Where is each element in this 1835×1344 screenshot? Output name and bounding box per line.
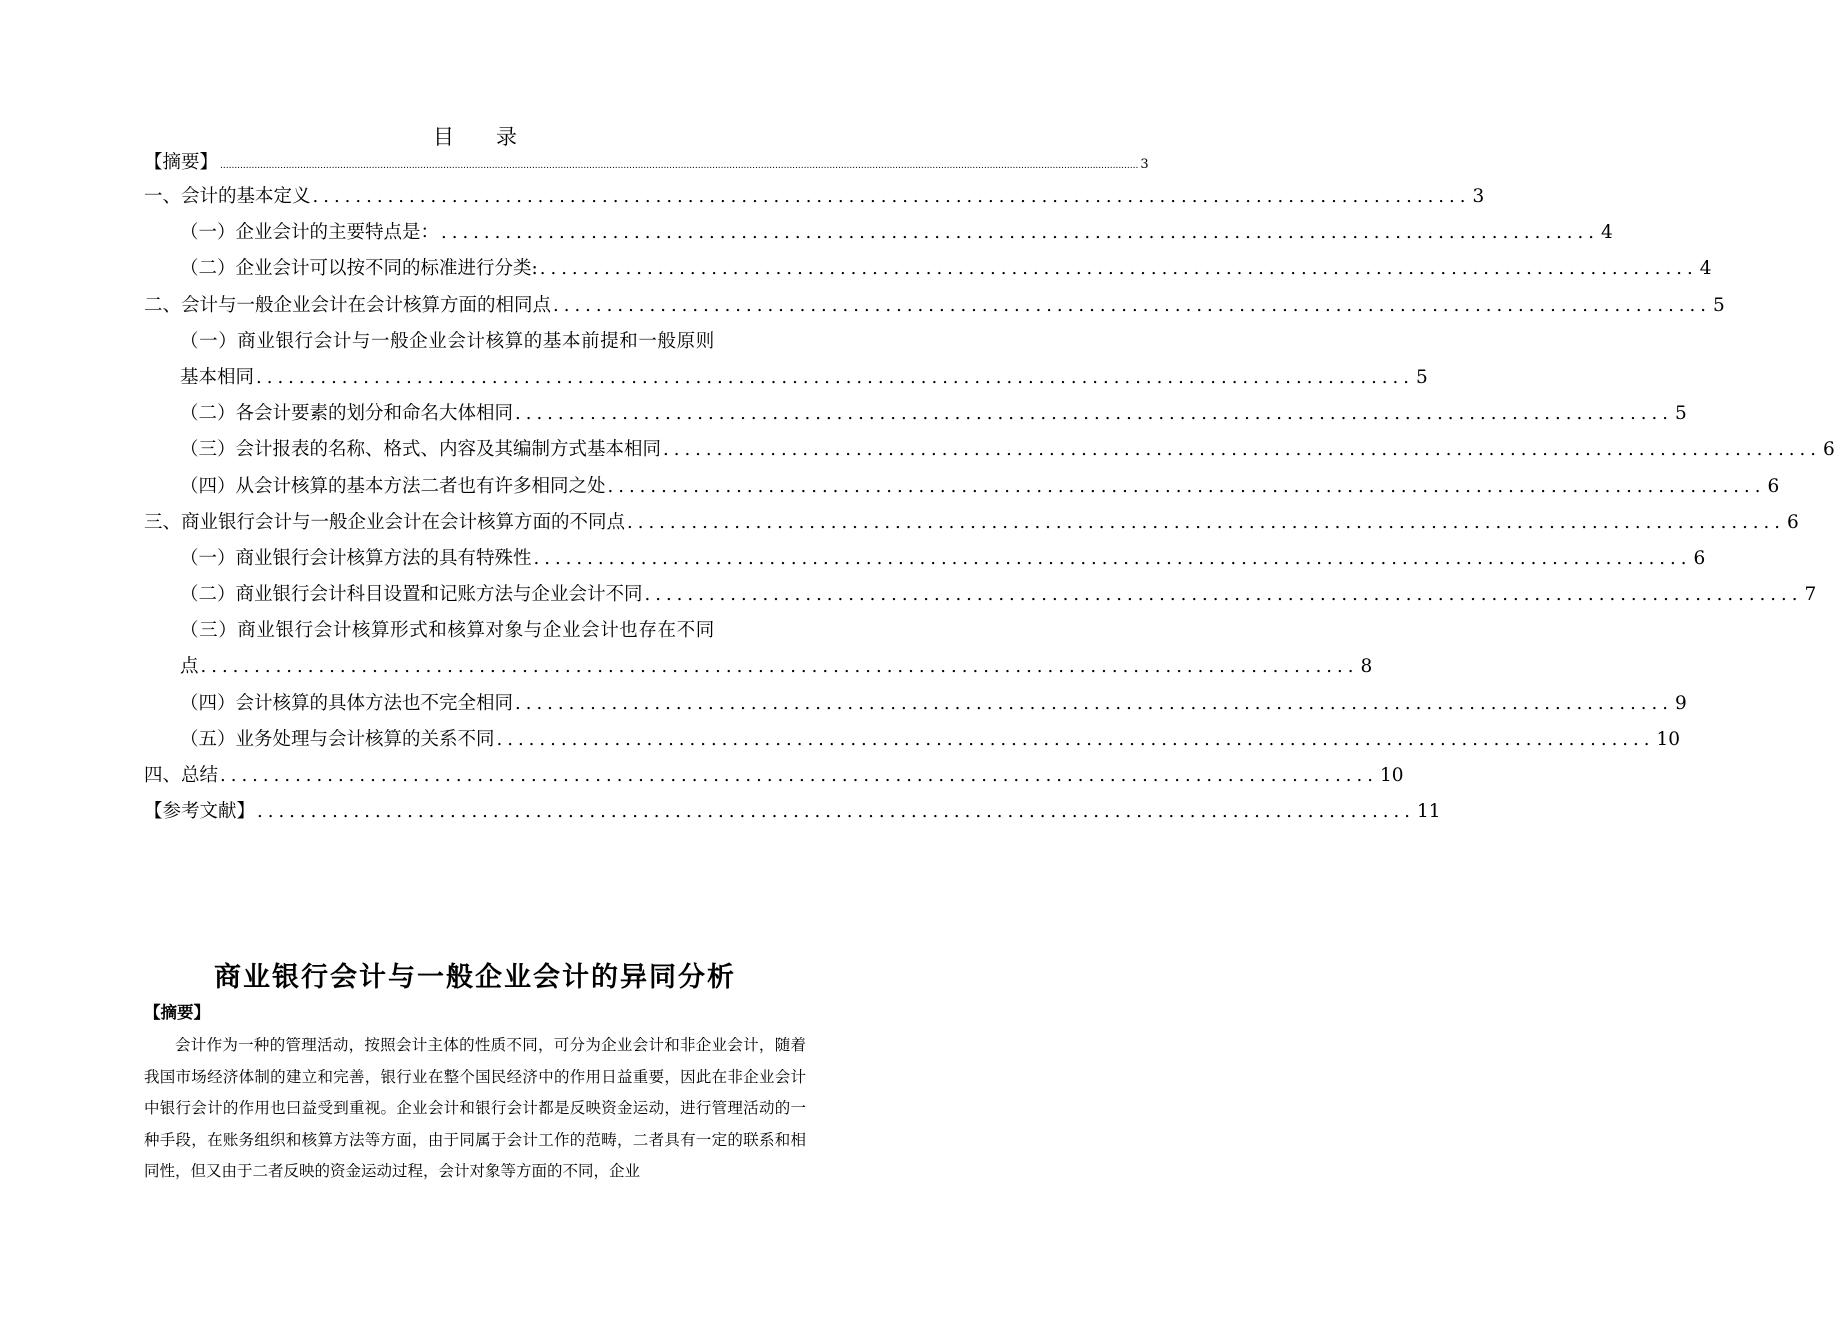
toc-entry-label: 【摘要】 [144,152,219,173]
toc-entry-label: 【参考文献】 [144,801,256,823]
toc-entry-section-2-1-continued[interactable] [144,360,1428,396]
toc-entry-section-3-1[interactable] [144,541,1706,577]
toc-entry-label: （二）各会计要素的划分和命名大体相同 [180,403,514,425]
document-title: 商业银行会计与一般企业会计的异同分析 [214,962,736,993]
toc-entry-section-3-5[interactable] [144,722,1681,758]
toc-entry-page: 3 [1140,157,1149,172]
toc-entry-label: （一）企业会计的主要特点是： [180,222,440,244]
toc-entry-page: 6 [1786,511,1799,533]
toc-entry-section-2-2[interactable] [144,396,1687,432]
toc-leader-dots: ............................................................................................................ [515,403,1673,425]
toc-leader-dots: ............................................................................................................ [533,547,1692,569]
toc-leader-dots: ............................................................................................................ [607,475,1766,497]
toc-entry-section-3-3-continued[interactable] [144,649,1373,685]
toc-entry-section-1-1[interactable] [144,215,1613,251]
toc-entry-section-3-2[interactable] [144,577,1817,613]
toc-entry-page: 6 [1693,547,1706,569]
toc-entry-page: 7 [1804,584,1817,606]
toc-entry-label: （三）商业银行会计核算形式和核算对象与企业会计也存在不同 [180,620,715,642]
toc-leader-dots: ............................................................................................................ [627,511,1785,533]
toc-leader-dots: ............................................................................................................ [553,294,1711,316]
toc-entry-page: 6 [1822,439,1835,461]
toc-entry-label: 三、商业银行会计与一般企业会计在会计核算方面的不同点 [144,511,626,533]
toc-entry-section-2-3[interactable] [144,432,1835,468]
toc-entry-label: （五）业务处理与会计核算的关系不同 [180,728,495,750]
toc-entry-page: 11 [1416,801,1441,823]
toc-entry-page: 3 [1472,186,1485,207]
toc-leader-dots: ............................................................................................................ [257,801,1415,823]
table-of-contents [144,146,1835,830]
toc-entry-label: 点 [180,656,199,678]
toc-entry-page: 8 [1360,656,1373,678]
toc-leader-dots: ............................................................................................................ [496,728,1655,750]
toc-leader-dots: ............................................................................................................ [312,186,1471,207]
toc-title-char-1: 目 [433,125,454,149]
toc-entry-section-3-3[interactable] [144,613,806,649]
toc-entry-page: 10 [1656,728,1681,750]
toc-entry-label: （二）商业银行会计科目设置和记账方法与企业会计不同 [180,584,643,606]
toc-entry-label: （四）从会计核算的基本方法二者也有许多相同之处 [180,475,606,497]
toc-entry-section-2-4[interactable] [144,469,1780,505]
toc-entry-page: 4 [1699,258,1712,280]
toc-leader-dots: ............................................................................................................ [200,656,1359,678]
toc-entry-page: 4 [1600,222,1613,244]
toc-entry-label: （二）企业会计可以按不同的标准进行分类: [180,258,538,280]
toc-entry-page: 10 [1379,765,1404,786]
toc-entry-label: （四）会计核算的具体方法也不完全相同 [180,692,514,714]
toc-leader-dots: ............................................................................................................ [256,366,1414,388]
abstract-paragraph: 会计作为一种的管理活动，按照会计主体的性质不同，可分为企业会计和非企业会计，随着我国市场经济体制的建立和完善，银行业在整个国民经济中的作用日益重要，因此在非企业会计中银行会计的作用也曰益受到重视。企业会计和银行会计都是反映资金运动，进行管理活动的一种手段，在账务组织和核算方法等方面，由于同属于会计工作的范畴，二者具有一定的联系和相同性，但又由于二者反映的资金运动过程，会计对象等方面的不同，企业 [144,1036,806,1180]
toc-entry-section-4[interactable] [144,758,1404,794]
toc-entry-label: 基本相同 [180,366,255,388]
toc-entry-page: 5 [1415,366,1428,388]
toc-leader-dots: ............................................................................................................ [220,765,1378,786]
toc-leader-dots: ............................................................................................................ [539,258,1698,280]
abstract-label: 【摘要】 [144,1003,210,1022]
toc-entry-label: （三）会计报表的名称、格式、内容及其编制方式基本相同 [180,439,662,461]
toc-entry-section-2-1[interactable] [144,324,806,360]
toc-entry-section-3-4[interactable] [144,686,1687,722]
toc-entry-label: 二、会计与一般企业会计在会计核算方面的相同点 [144,294,552,316]
toc-title-char-2: 录 [496,125,517,149]
toc-entry-label: （一）商业银行会计与一般企业会计核算的基本前提和一般原则 [180,330,715,352]
toc-leader-dots: ................................................................................................................................................................................................................................................................................................................................. [220,161,1139,171]
toc-entry-section-1-2[interactable] [144,251,1712,287]
toc-entry-section-2[interactable] [144,288,1725,324]
toc-entry-abstract[interactable] [144,146,1149,179]
toc-entry-page: 5 [1674,403,1687,425]
toc-entry-label: （一）商业银行会计核算方法的具有特殊性 [180,547,532,569]
toc-leader-dots: ............................................................................................................ [644,584,1803,606]
toc-entry-page: 9 [1674,692,1687,714]
toc-leader-dots: ............................................................................................................ [515,692,1673,714]
toc-entry-section-1[interactable] [144,179,1485,215]
toc-entry-label: 四、总结 [144,765,219,786]
toc-entry-page: 5 [1712,294,1725,316]
toc-leader-dots: ............................................................................................................ [441,222,1599,244]
toc-entry-label: 一、会计的基本定义 [144,186,311,207]
toc-entry-references[interactable] [144,794,1441,830]
toc-entry-page: 6 [1767,475,1780,497]
toc-entry-section-3[interactable] [144,505,1799,541]
toc-leader-dots: ............................................................................................................ [663,439,1821,461]
